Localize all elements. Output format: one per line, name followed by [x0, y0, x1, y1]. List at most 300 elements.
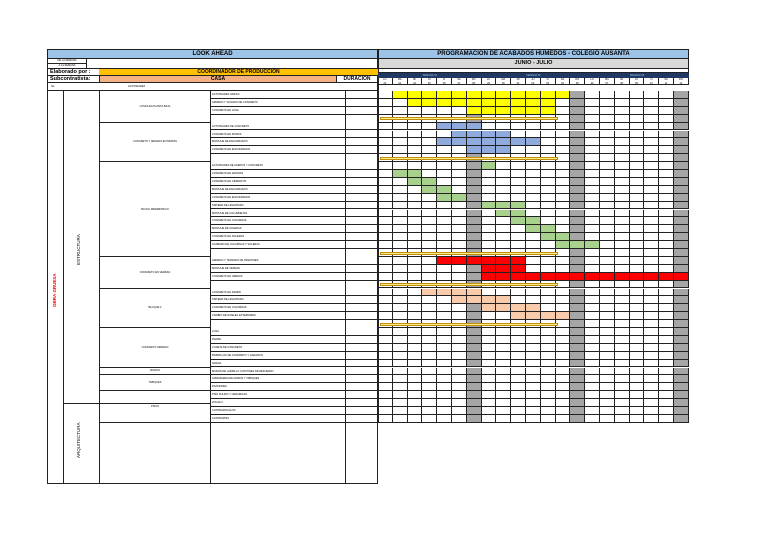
activity-name: CONCRETO EN RAMPA — [212, 290, 241, 294]
schedule-cell — [541, 194, 556, 202]
schedule-cell — [526, 210, 541, 218]
schedule-cell — [496, 399, 511, 407]
schedule-cell — [644, 115, 659, 123]
schedule-cell — [467, 344, 482, 352]
schedule-cell — [496, 131, 511, 139]
schedule-cell — [526, 194, 541, 202]
schedule-cell — [674, 154, 689, 162]
schedule-cell — [467, 123, 482, 131]
schedule-cell — [408, 146, 423, 154]
schedule-cell — [600, 115, 615, 123]
schedule-cell — [600, 249, 615, 257]
schedule-cell — [585, 202, 600, 210]
schedule-cell — [570, 368, 585, 376]
schedule-cell — [615, 320, 630, 328]
schedule-cell — [674, 138, 689, 146]
schedule-cell — [526, 265, 541, 273]
week-label: SEMANA 02 — [526, 74, 541, 77]
schedule-cell — [467, 225, 482, 233]
schedule-cell — [659, 407, 674, 415]
schedule-cell — [674, 202, 689, 210]
schedule-cell — [644, 107, 659, 115]
schedule-cell — [659, 162, 674, 170]
schedule-cell — [452, 312, 467, 320]
schedule-cell — [393, 336, 408, 344]
schedule-cell — [556, 407, 571, 415]
schedule-cell — [378, 352, 393, 360]
schedule-cell — [556, 131, 571, 139]
schedule-cell — [600, 138, 615, 146]
schedule-cell — [630, 352, 645, 360]
schedule-cell — [437, 170, 452, 178]
group-name: BLOQUE 2 — [148, 306, 162, 310]
schedule-cell — [585, 383, 600, 391]
schedule-cell — [482, 99, 497, 107]
schedule-cell — [482, 225, 497, 233]
schedule-cell — [585, 360, 600, 368]
schedule-cell — [482, 210, 497, 218]
schedule-cell — [630, 107, 645, 115]
schedule-cell — [541, 131, 556, 139]
schedule-cell — [393, 296, 408, 304]
schedule-cell — [541, 407, 556, 415]
schedule-cell — [422, 399, 437, 407]
activity-row — [210, 391, 378, 399]
schedule-cell — [526, 328, 541, 336]
schedule-cell — [496, 296, 511, 304]
header-blank-1 — [87, 59, 378, 69]
schedule-cell — [630, 415, 645, 423]
schedule-cell — [378, 107, 393, 115]
schedule-cell — [408, 162, 423, 170]
schedule-cell — [408, 399, 423, 407]
schedule-cell — [630, 391, 645, 399]
activity-row — [210, 99, 378, 107]
schedule-cell — [452, 146, 467, 154]
schedule-cell — [585, 352, 600, 360]
schedule-cell — [526, 91, 541, 99]
schedule-cell — [585, 265, 600, 273]
schedule-cell — [526, 107, 541, 115]
schedule-cell — [482, 383, 497, 391]
schedule-cell — [482, 178, 497, 186]
schedule-cell — [659, 352, 674, 360]
activity-name: CONCRETO EN VERDAS — [212, 274, 243, 278]
schedule-cell — [585, 368, 600, 376]
schedule-cell — [615, 194, 630, 202]
schedule-cell — [570, 257, 585, 265]
schedule-cell — [452, 344, 467, 352]
schedule-cell — [422, 99, 437, 107]
schedule-cell — [467, 383, 482, 391]
schedule-cell — [630, 265, 645, 273]
schedule-cell — [408, 99, 423, 107]
schedule-cell — [482, 146, 497, 154]
schedule-cell — [393, 368, 408, 376]
group-border — [99, 161, 211, 162]
activity-row — [210, 352, 378, 360]
schedule-cell — [659, 296, 674, 304]
schedule-cell — [570, 107, 585, 115]
schedule-cell — [570, 91, 585, 99]
schedule-cell — [422, 257, 437, 265]
schedule-cell — [452, 91, 467, 99]
schedule-cell — [659, 328, 674, 336]
schedule-cell — [437, 202, 452, 210]
schedule-cell — [630, 304, 645, 312]
schedule-cell — [659, 123, 674, 131]
schedule-cell — [541, 273, 556, 281]
schedule-cell — [482, 265, 497, 273]
schedule-cell — [556, 383, 571, 391]
schedule-cell — [541, 225, 556, 233]
schedule-cell — [585, 407, 600, 415]
day-name: MA — [600, 78, 615, 82]
schedule-cell — [422, 336, 437, 344]
column-header-row — [47, 83, 378, 91]
schedule-cell — [674, 217, 689, 225]
schedule-cell — [526, 178, 541, 186]
schedule-cell — [615, 368, 630, 376]
schedule-cell — [526, 233, 541, 241]
schedule-cell — [526, 186, 541, 194]
schedule-cell — [644, 241, 659, 249]
schedule-cell — [541, 289, 556, 297]
schedule-cell — [467, 391, 482, 399]
schedule-cell — [556, 241, 571, 249]
schedule-cell — [600, 407, 615, 415]
schedule-cell — [496, 273, 511, 281]
schedule-cell — [496, 99, 511, 107]
schedule-cell — [600, 360, 615, 368]
schedule-cell — [496, 289, 511, 297]
schedule-cell — [378, 289, 393, 297]
schedule-cell — [630, 162, 645, 170]
schedule-cell — [526, 312, 541, 320]
schedule-cell — [600, 146, 615, 154]
schedule-cell — [422, 265, 437, 273]
schedule-cell — [570, 265, 585, 273]
schedule-cell — [393, 202, 408, 210]
schedule-cell — [408, 336, 423, 344]
schedule-cell — [408, 344, 423, 352]
schedule-cell — [437, 383, 452, 391]
schedule-cell — [659, 415, 674, 423]
activity-row — [210, 328, 378, 336]
schedule-cell — [585, 281, 600, 289]
schedule-cell — [496, 344, 511, 352]
schedule-cell — [496, 123, 511, 131]
schedule-cell — [422, 170, 437, 178]
schedule-cell — [378, 407, 393, 415]
schedule-cell — [496, 383, 511, 391]
schedule-cell — [408, 352, 423, 360]
schedule-cell — [452, 399, 467, 407]
schedule-cell — [615, 99, 630, 107]
schedule-cell — [600, 399, 615, 407]
schedule-cell — [511, 399, 526, 407]
schedule-cell — [630, 225, 645, 233]
schedule-cell — [615, 312, 630, 320]
day-name: JU — [630, 78, 645, 82]
schedule-cell — [570, 304, 585, 312]
schedule-cell — [378, 415, 393, 423]
schedule-cell — [378, 391, 393, 399]
schedule-cell — [437, 257, 452, 265]
schedule-cell — [630, 241, 645, 249]
schedule-cell — [378, 170, 393, 178]
schedule-cell — [452, 202, 467, 210]
schedule-cell — [570, 194, 585, 202]
schedule-cell — [526, 99, 541, 107]
schedule-cell — [644, 368, 659, 376]
schedule-cell — [585, 170, 600, 178]
schedule-cell — [437, 415, 452, 423]
schedule-cell — [452, 107, 467, 115]
schedule-cell — [422, 217, 437, 225]
schedule-cell — [570, 399, 585, 407]
schedule-cell — [600, 210, 615, 218]
schedule-cell — [422, 91, 437, 99]
schedule-cell — [556, 162, 571, 170]
schedule-cell — [600, 257, 615, 265]
no-label: No. — [51, 85, 56, 88]
schedule-cell — [630, 131, 645, 139]
schedule-cell — [541, 344, 556, 352]
schedule-cell — [556, 296, 571, 304]
schedule-cell — [408, 91, 423, 99]
schedule-cell — [570, 138, 585, 146]
day-name: DO — [467, 78, 482, 82]
schedule-cell — [482, 360, 497, 368]
schedule-cell — [467, 368, 482, 376]
schedule-cell — [452, 210, 467, 218]
schedule-cell — [585, 312, 600, 320]
schedule-cell — [393, 415, 408, 423]
day-number: 25 — [422, 82, 437, 86]
schedule-cell — [378, 91, 393, 99]
schedule-cell — [556, 194, 571, 202]
schedule-cell — [408, 391, 423, 399]
activity-name: LOSA — [212, 330, 219, 333]
schedule-cell — [541, 383, 556, 391]
schedule-cell — [600, 154, 615, 162]
schedule-cell — [452, 415, 467, 423]
activity-name: SISTEMA DE LEVANTADO — [212, 298, 244, 302]
schedule-cell — [511, 336, 526, 344]
schedule-cell — [526, 352, 541, 360]
schedule-cell — [378, 99, 393, 107]
activity-name: CONCRETO EN ZAPATAS — [212, 172, 244, 175]
schedule-cell — [630, 154, 645, 162]
activity-row — [210, 273, 378, 281]
schedule-cell — [600, 312, 615, 320]
schedule-cell — [393, 178, 408, 186]
schedule-cell — [378, 328, 393, 336]
schedule-cell — [630, 407, 645, 415]
schedule-cell — [541, 360, 556, 368]
schedule-cell — [496, 210, 511, 218]
schedule-cell — [526, 241, 541, 249]
schedule-cell — [585, 210, 600, 218]
schedule-cell — [526, 399, 541, 407]
schedule-cell — [467, 194, 482, 202]
schedule-cell — [630, 360, 645, 368]
schedule-cell — [659, 138, 674, 146]
schedule-cell — [482, 391, 497, 399]
schedule-cell — [526, 415, 541, 423]
schedule-cell — [452, 162, 467, 170]
schedule-cell — [511, 383, 526, 391]
day-name: DO — [570, 78, 585, 82]
schedule-cell — [630, 194, 645, 202]
schedule-cell — [615, 186, 630, 194]
schedule-cell — [570, 186, 585, 194]
schedule-cell — [496, 178, 511, 186]
activity-row — [210, 415, 378, 423]
schedule-cell — [615, 210, 630, 218]
coordinator-bar — [99, 69, 378, 76]
schedule-cell — [408, 107, 423, 115]
schedule-cell — [644, 320, 659, 328]
schedule-cell — [570, 115, 585, 123]
schedule-cell — [600, 131, 615, 139]
schedule-cell — [511, 178, 526, 186]
schedule-cell — [408, 375, 423, 383]
activity-row — [210, 233, 378, 241]
schedule-cell — [378, 312, 393, 320]
schedule-cell — [526, 257, 541, 265]
schedule-cell — [644, 328, 659, 336]
schedule-cell — [511, 375, 526, 383]
schedule-cell — [526, 375, 541, 383]
schedule-cell — [615, 391, 630, 399]
schedule-cell — [437, 399, 452, 407]
schedule-cell — [659, 344, 674, 352]
schedule-cell — [644, 217, 659, 225]
schedule-cell — [570, 328, 585, 336]
schedule-cell — [570, 375, 585, 383]
schedule-cell — [556, 257, 571, 265]
activity-name: ARMADO Y TENSADO DE TENDONES — [212, 258, 259, 262]
schedule-cell — [482, 312, 497, 320]
schedule-cell — [556, 265, 571, 273]
schedule-cell — [452, 304, 467, 312]
schedule-cell — [408, 383, 423, 391]
schedule-cell — [393, 194, 408, 202]
schedule-cell — [630, 375, 645, 383]
schedule-cell — [408, 138, 423, 146]
schedule-cell — [644, 225, 659, 233]
schedule-cell — [644, 352, 659, 360]
activity-row — [210, 336, 378, 344]
schedule-cell — [452, 273, 467, 281]
schedule-cell — [659, 146, 674, 154]
schedule-cell — [408, 225, 423, 233]
activity-name: CONCRETO EN CIMIENTOS — [212, 179, 247, 183]
schedule-cell — [496, 336, 511, 344]
schedule-cell — [452, 375, 467, 383]
schedule-cell — [393, 107, 408, 115]
schedule-cell — [467, 162, 482, 170]
schedule-cell — [585, 320, 600, 328]
schedule-cell — [556, 146, 571, 154]
schedule-cell — [556, 233, 571, 241]
schedule-cell — [393, 344, 408, 352]
schedule-cell — [644, 344, 659, 352]
schedule-cell — [541, 217, 556, 225]
schedule-cell — [511, 131, 526, 139]
schedule-cell — [452, 186, 467, 194]
day-name: MA — [496, 78, 511, 82]
schedule-cell — [659, 304, 674, 312]
activity-row — [210, 178, 378, 186]
day-number: 26 — [437, 82, 452, 86]
schedule-cell — [511, 99, 526, 107]
schedule-cell — [526, 304, 541, 312]
schedule-cell — [526, 170, 541, 178]
schedule-cell — [659, 391, 674, 399]
schedule-cell — [674, 210, 689, 218]
schedule-cell — [585, 186, 600, 194]
schedule-cell — [644, 170, 659, 178]
schedule-cell — [437, 217, 452, 225]
schedule-cell — [674, 107, 689, 115]
schedule-cell — [630, 281, 645, 289]
schedule-cell — [585, 241, 600, 249]
week-to-label: A LA SEMANA — [58, 64, 76, 67]
schedule-cell — [437, 241, 452, 249]
schedule-cell — [570, 202, 585, 210]
activity-row — [210, 407, 378, 415]
schedule-cell — [408, 304, 423, 312]
schedule-cell — [600, 170, 615, 178]
activity-name: RAMPA — [212, 337, 222, 341]
schedule-cell — [467, 289, 482, 297]
schedule-cell — [378, 360, 393, 368]
schedule-cell — [482, 336, 497, 344]
schedule-cell — [615, 241, 630, 249]
schedule-cell — [422, 375, 437, 383]
duracion-label: DURACION — [343, 76, 371, 82]
schedule-cell — [644, 265, 659, 273]
schedule-cell — [437, 233, 452, 241]
schedule-cell — [422, 233, 437, 241]
day-number: 11 — [659, 82, 674, 86]
schedule-cell — [422, 162, 437, 170]
schedule-cell — [511, 162, 526, 170]
schedule-cell — [615, 273, 630, 281]
schedule-cell — [556, 123, 571, 131]
schedule-cell — [467, 178, 482, 186]
activity-row — [210, 360, 378, 368]
schedule-cell — [496, 415, 511, 423]
schedule-cell — [511, 186, 526, 194]
schedule-cell — [585, 399, 600, 407]
schedule-cell — [674, 281, 689, 289]
schedule-cell — [556, 115, 571, 123]
activity-name: MONTAJE DE VERDAS — [212, 266, 240, 270]
schedule-cell — [600, 178, 615, 186]
schedule-cell — [393, 162, 408, 170]
group-border — [99, 422, 211, 423]
subcontratista-label: Subcontratista: — [50, 76, 91, 82]
schedule-cell — [467, 265, 482, 273]
schedule-cell — [644, 91, 659, 99]
schedule-cell — [482, 186, 497, 194]
schedule-cell — [393, 131, 408, 139]
schedule-cell — [674, 225, 689, 233]
